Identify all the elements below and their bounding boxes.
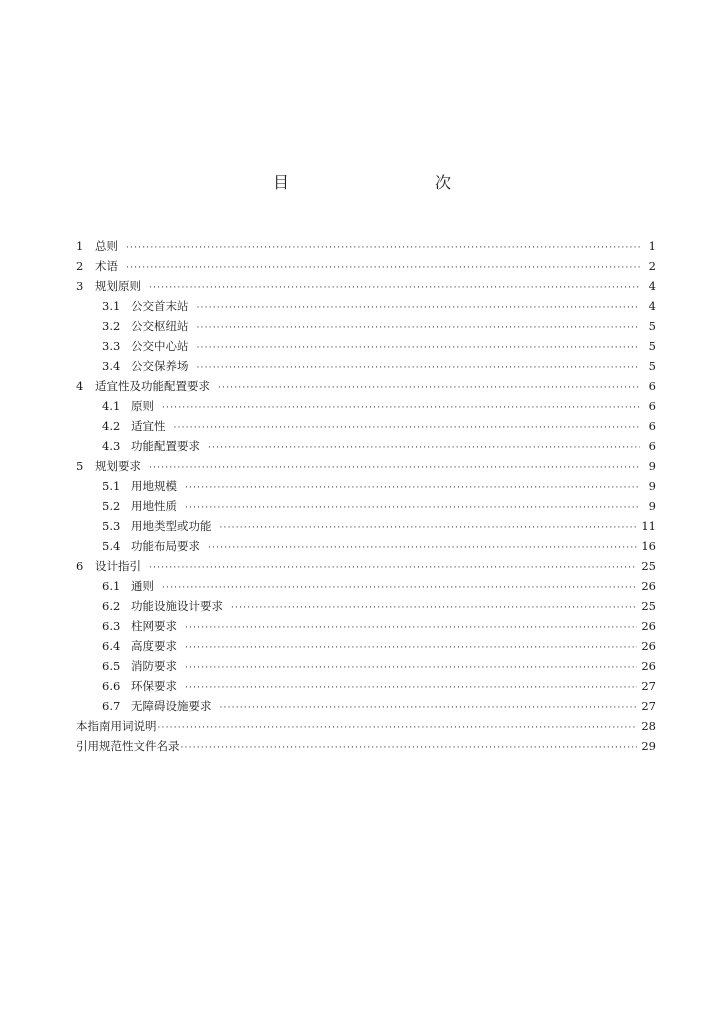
toc-entry-number: 5.3 — [102, 519, 121, 533]
dot-leader — [197, 318, 641, 338]
toc-entry-page: 25 — [641, 599, 656, 613]
toc-entry-number: 6.4 — [102, 639, 121, 653]
dot-leader — [181, 738, 638, 758]
toc-entry-number: 6 — [76, 559, 84, 573]
toc-entry-label: 公交枢纽站 — [131, 319, 189, 333]
toc-entry[interactable] — [76, 296, 656, 316]
dot-leader — [158, 718, 638, 738]
toc-entry-number: 5.2 — [102, 499, 121, 513]
toc-entry-label: 公交保养场 — [131, 359, 189, 373]
toc-entry[interactable] — [76, 356, 656, 376]
dot-leader — [185, 478, 640, 498]
toc-entry-label: 设计指引 — [95, 559, 141, 573]
toc-entry-page: 26 — [641, 579, 656, 593]
toc-entry-number: 2 — [76, 259, 84, 273]
toc-entry[interactable] — [76, 536, 656, 556]
toc-entry-number: 6.2 — [102, 599, 121, 613]
dot-leader — [185, 638, 637, 658]
dot-leader — [126, 258, 640, 278]
dot-leader — [162, 578, 637, 598]
toc-entry[interactable] — [76, 676, 656, 696]
toc-entry-number: 3.4 — [102, 359, 121, 373]
toc-entry-page: 6 — [648, 419, 656, 433]
toc-entry-page: 6 — [648, 439, 656, 453]
dot-leader — [197, 358, 641, 378]
toc-entry-page: 4 — [648, 299, 656, 313]
dot-leader — [185, 658, 637, 678]
dot-leader — [126, 238, 640, 258]
toc-entry-label: 通则 — [131, 579, 154, 593]
toc-entry[interactable] — [76, 336, 656, 356]
toc-entry-label: 术语 — [95, 259, 118, 273]
toc-entry-label: 无障碍设施要求 — [131, 699, 212, 713]
toc-entry-number: 4 — [76, 379, 84, 393]
toc-entry[interactable] — [76, 276, 656, 296]
toc-entry-page: 28 — [641, 719, 656, 733]
toc-entry-page: 6 — [648, 379, 656, 393]
toc-entry-label: 功能设施设计要求 — [131, 599, 223, 613]
toc-entry[interactable] — [76, 476, 656, 496]
toc-entry[interactable] — [76, 456, 656, 476]
toc-entry-page: 5 — [648, 359, 656, 373]
toc-entry-label: 规划要求 — [95, 459, 141, 473]
toc-entry-label: 环保要求 — [131, 679, 177, 693]
toc-entry-label: 公交首末站 — [131, 299, 189, 313]
toc-entry-number: 6.3 — [102, 619, 121, 633]
dot-leader — [149, 458, 640, 478]
toc-entry-page: 26 — [641, 619, 656, 633]
toc-entry[interactable] — [76, 576, 656, 596]
toc-entry[interactable] — [76, 736, 656, 756]
toc-entry-label: 用地类型或功能 — [131, 519, 212, 533]
toc-entry-label: 公交中心站 — [131, 339, 189, 353]
toc-entry[interactable] — [76, 696, 656, 716]
toc-entry-number: 5 — [76, 459, 84, 473]
toc-entry-page: 11 — [641, 519, 656, 533]
toc-entry[interactable] — [76, 396, 656, 416]
toc-entry-number: 4.1 — [102, 399, 121, 413]
toc-entry[interactable] — [76, 516, 656, 536]
toc-entry[interactable] — [76, 556, 656, 576]
toc-entry-label: 总则 — [95, 239, 118, 253]
toc-entry-label: 规划原则 — [95, 279, 141, 293]
dot-leader — [149, 558, 637, 578]
toc-entry-number: 6.1 — [102, 579, 121, 593]
dot-leader — [185, 618, 637, 638]
toc-entry-page: 27 — [641, 699, 656, 713]
toc-entry-label: 引用规范性文件名录 — [76, 739, 180, 753]
toc-entry[interactable] — [76, 376, 656, 396]
toc-entry-page: 9 — [648, 459, 656, 473]
toc-entry-label: 高度要求 — [131, 639, 177, 653]
toc-entry-number: 6.6 — [102, 679, 121, 693]
toc-entry-number: 5.1 — [102, 479, 121, 493]
toc-entry-label: 用地性质 — [131, 499, 177, 513]
toc-entry-page: 29 — [641, 739, 656, 753]
toc-entry-page: 2 — [648, 259, 656, 273]
dot-leader — [197, 298, 641, 318]
toc-entry-page: 25 — [641, 559, 656, 573]
toc-entry-page: 9 — [648, 499, 656, 513]
toc-entry-page: 9 — [648, 479, 656, 493]
toc-entry[interactable] — [76, 316, 656, 336]
toc-entry-label: 功能配置要求 — [131, 439, 200, 453]
toc-entry-number: 3.2 — [102, 319, 121, 333]
toc-entry-number: 4.2 — [102, 419, 121, 433]
toc-entry-number: 3.1 — [102, 299, 121, 313]
toc-entry-label: 本指南用词说明 — [76, 719, 157, 733]
dot-leader — [149, 278, 640, 298]
toc-entry-page: 26 — [641, 659, 656, 673]
toc-entry-label: 适宜性 — [131, 419, 166, 433]
toc-entry-number: 5.4 — [102, 539, 121, 553]
toc-entry-label: 用地规模 — [131, 479, 177, 493]
toc-entry-page: 5 — [648, 339, 656, 353]
toc-entry-label: 适宜性及功能配置要求 — [95, 379, 210, 393]
dot-leader — [197, 338, 641, 358]
toc-entry[interactable] — [76, 716, 656, 736]
toc-entry-number: 4.3 — [102, 439, 121, 453]
toc-entry-label: 原则 — [131, 399, 154, 413]
toc-entry[interactable] — [76, 496, 656, 516]
toc-entry-number: 3.3 — [102, 339, 121, 353]
toc-entry[interactable] — [76, 436, 656, 456]
toc-entry-page: 26 — [641, 639, 656, 653]
toc-entry-page: 4 — [648, 279, 656, 293]
dot-leader — [162, 398, 640, 418]
dot-leader — [220, 518, 638, 538]
dot-leader — [208, 438, 640, 458]
toc-entry-page: 27 — [641, 679, 656, 693]
toc-entry-page: 6 — [648, 399, 656, 413]
toc-entry-label: 消防要求 — [131, 659, 177, 673]
toc-entry[interactable] — [76, 416, 656, 436]
toc-entry[interactable] — [76, 616, 656, 636]
toc-entry-page: 1 — [648, 239, 656, 253]
toc-entry-page: 16 — [641, 539, 656, 553]
table-of-contents — [76, 236, 656, 756]
toc-entry-page: 5 — [648, 319, 656, 333]
dot-leader — [185, 498, 640, 518]
toc-entry[interactable] — [76, 596, 656, 616]
dot-leader — [218, 378, 640, 398]
toc-entry-number: 6.7 — [102, 699, 121, 713]
toc-entry-number: 6.5 — [102, 659, 121, 673]
dot-leader — [208, 538, 637, 558]
toc-entry-number: 1 — [76, 239, 84, 253]
toc-entry-number: 3 — [76, 279, 84, 293]
toc-title: 目 次 — [272, 173, 489, 192]
toc-entry-label: 功能布局要求 — [131, 539, 200, 553]
toc-entry-label: 柱网要求 — [131, 619, 177, 633]
toc-entry[interactable] — [76, 236, 656, 256]
dot-leader — [220, 698, 638, 718]
toc-entry[interactable] — [76, 656, 656, 676]
dot-leader — [174, 418, 641, 438]
dot-leader — [231, 598, 637, 618]
toc-entry[interactable] — [76, 256, 656, 276]
dot-leader — [185, 678, 637, 698]
toc-entry[interactable] — [76, 636, 656, 656]
